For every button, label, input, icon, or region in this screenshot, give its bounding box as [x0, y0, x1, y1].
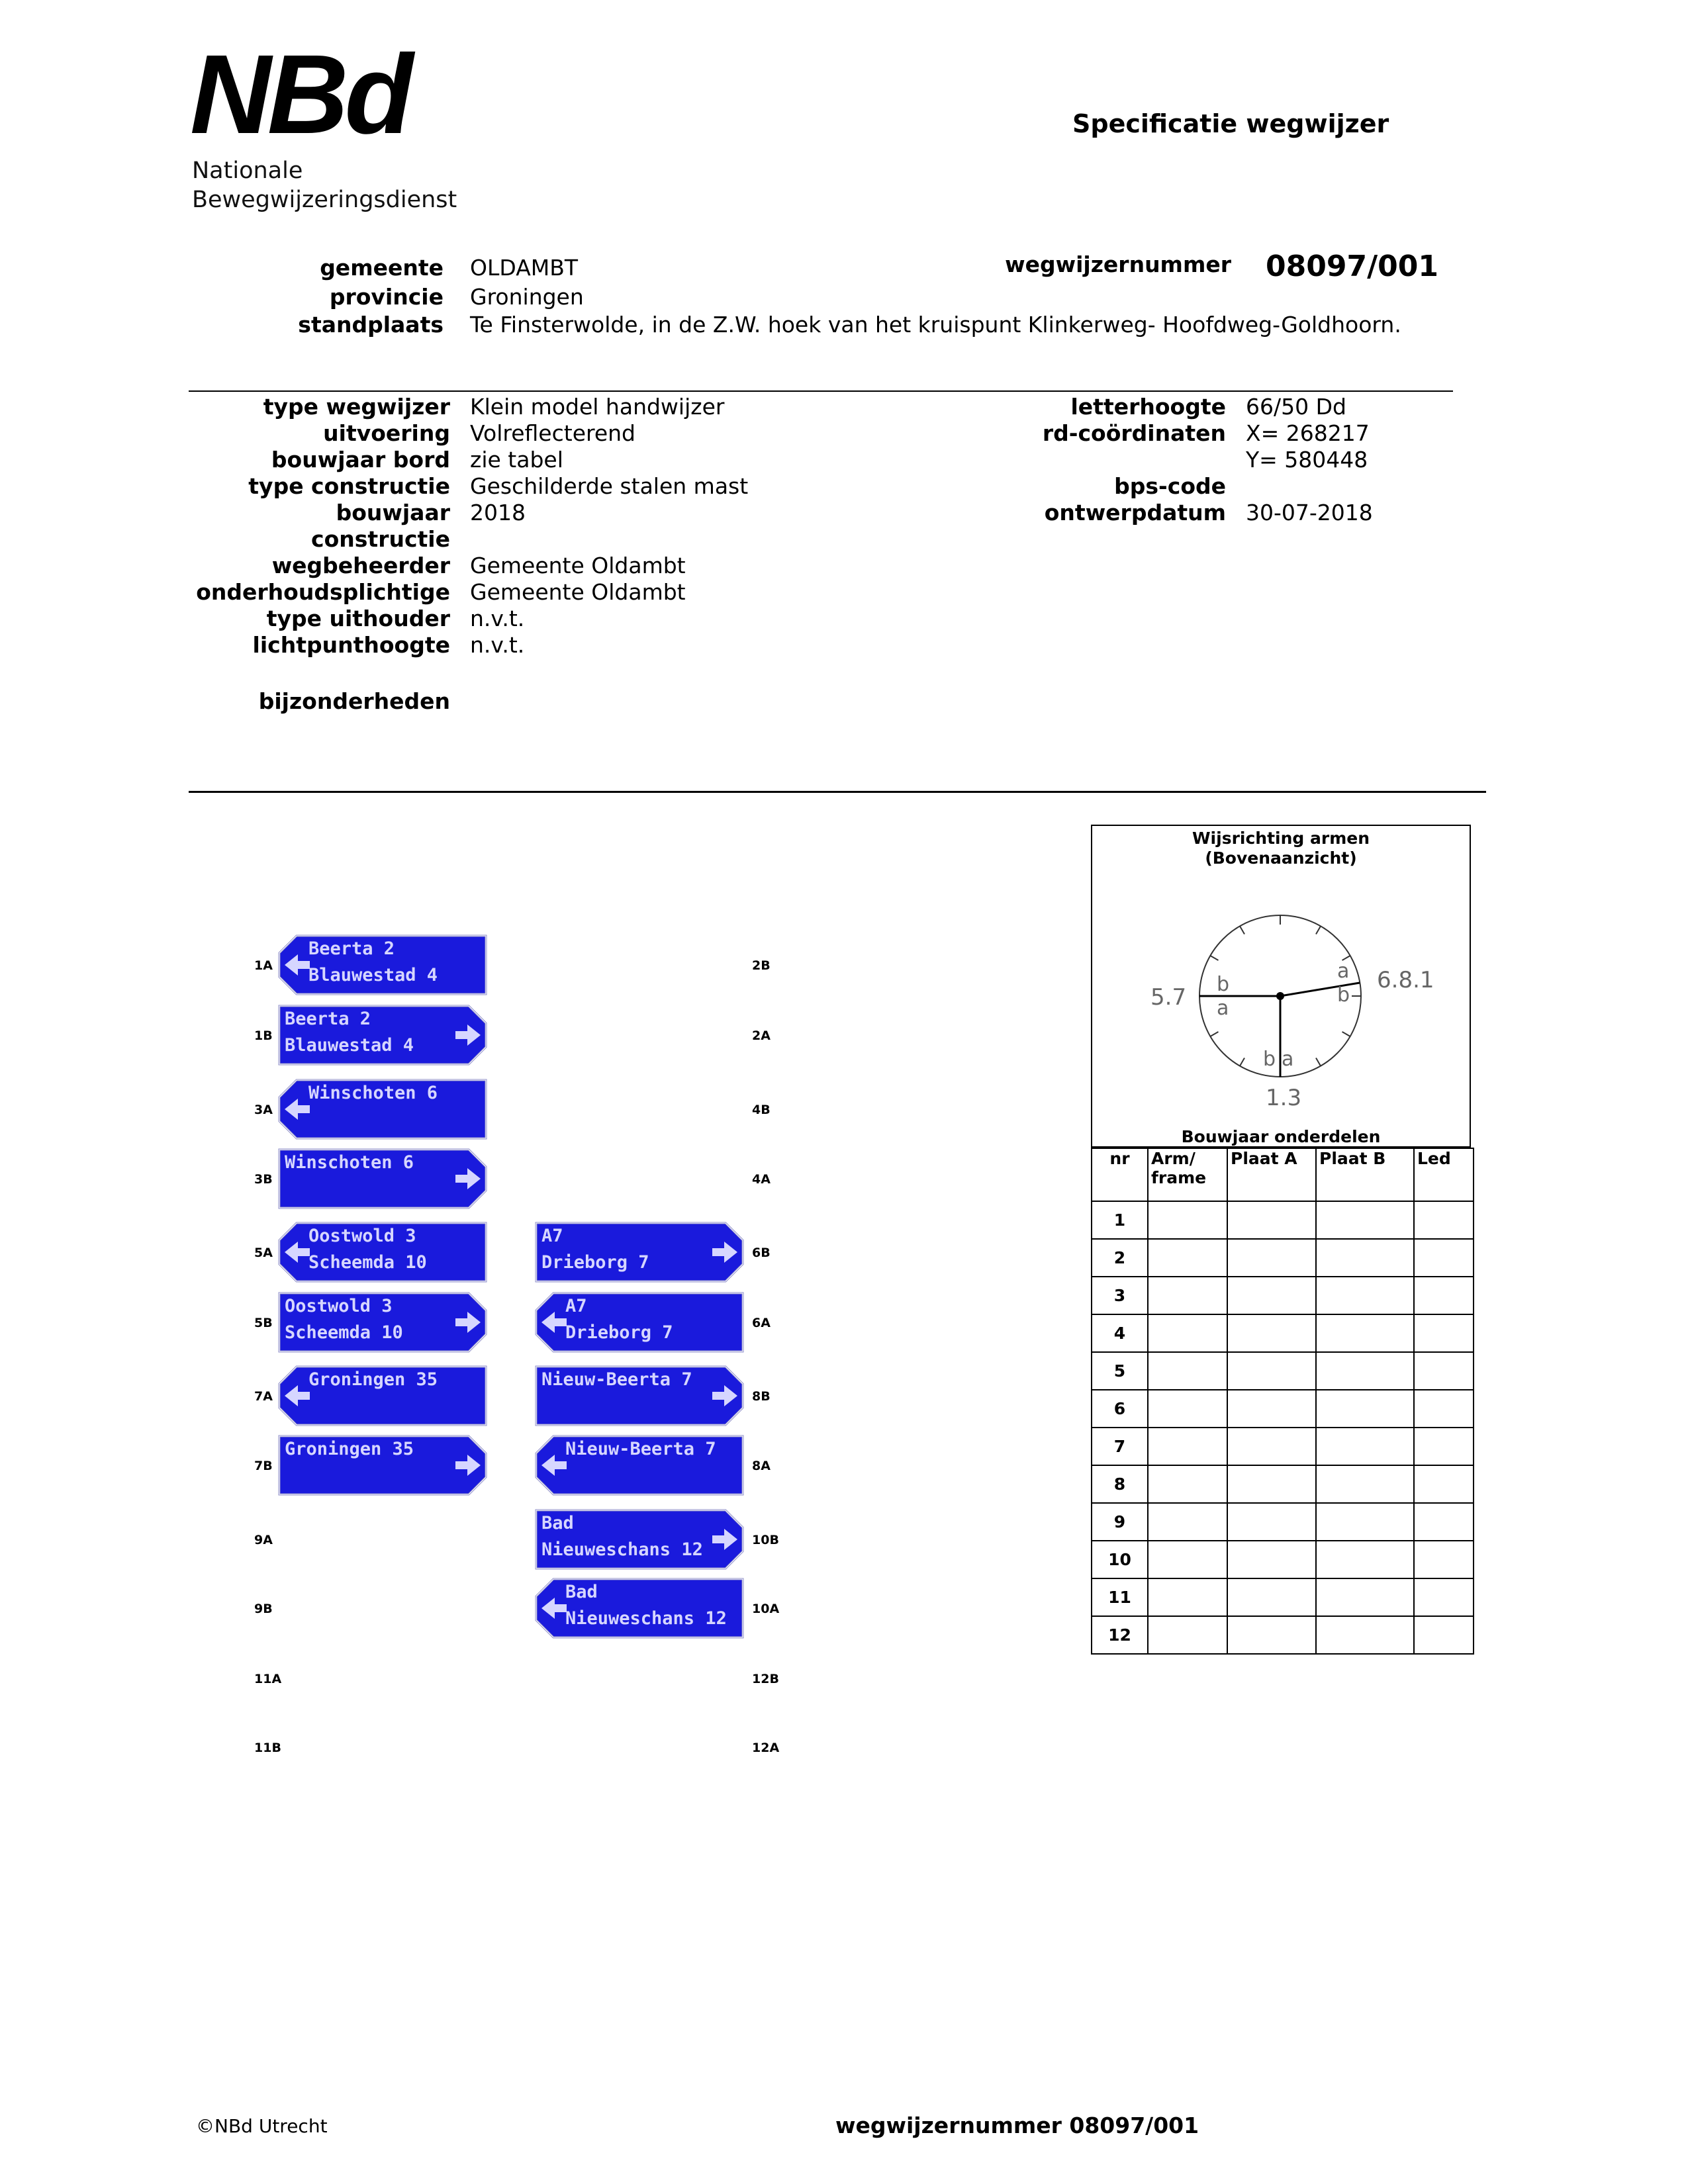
- sign-line1: Nieuw-Beerta 7: [541, 1369, 692, 1390]
- divider-middle: [189, 791, 1486, 793]
- row-nr: 11: [1092, 1578, 1148, 1616]
- slot-label-left: 5A: [254, 1246, 273, 1260]
- bps-code-label: bps-code: [1114, 473, 1226, 499]
- direction-sign: [278, 1079, 487, 1140]
- sign-line2: Scheemda 10: [308, 1252, 427, 1273]
- bouwjaar-table: [1091, 1148, 1474, 1655]
- sign-line1: Groningen 35: [308, 1369, 438, 1390]
- spec-label: type constructie: [248, 473, 450, 499]
- table-row: [1092, 1277, 1474, 1314]
- direction-sign: [278, 1292, 487, 1353]
- sign-line2: Drieborg 7: [541, 1252, 649, 1273]
- footer-wegwijzernummer: wegwijzernummer 08097/001: [835, 2113, 1199, 2138]
- row-cell: [1316, 1239, 1414, 1277]
- slot-label-left: 7A: [254, 1389, 273, 1404]
- row-cell: [1148, 1503, 1227, 1541]
- spec-label: bouwjaar bord: [271, 447, 450, 473]
- slot-label-right: 12A: [752, 1741, 780, 1755]
- slot-label-right: 12B: [752, 1672, 779, 1686]
- row-cell: [1148, 1352, 1227, 1390]
- letterhoogte-value: 66/50 Dd: [1246, 394, 1346, 420]
- row-nr: 4: [1092, 1314, 1148, 1352]
- row-nr: 8: [1092, 1465, 1148, 1503]
- row-cell: [1227, 1314, 1316, 1352]
- table-row: [1092, 1239, 1474, 1277]
- slot-label-right: 6B: [752, 1246, 771, 1260]
- sign-line1: Oostwold 3: [308, 1226, 416, 1246]
- row-cell: [1414, 1390, 1474, 1428]
- slot-label-left: 11B: [254, 1741, 281, 1755]
- sign-line1: Oostwold 3: [285, 1296, 393, 1316]
- table-row: [1092, 1616, 1474, 1654]
- row-cell: [1316, 1428, 1414, 1465]
- letterhoogte-label: letterhoogte: [1070, 394, 1226, 420]
- compass-tick: [1342, 1032, 1350, 1036]
- compass-letter-bottom-left: b: [1263, 1048, 1276, 1071]
- spec-label: wegbeheerder: [271, 553, 450, 578]
- slot-label-right: 4A: [752, 1172, 771, 1187]
- row-cell: [1316, 1390, 1414, 1428]
- th-led: Led: [1414, 1148, 1474, 1201]
- row-nr: 6: [1092, 1390, 1148, 1428]
- sign-line2: Drieborg 7: [565, 1322, 673, 1343]
- compass-label-right: 6.8.1: [1377, 967, 1434, 993]
- slot-label-right: 6A: [752, 1316, 771, 1330]
- table-row: [1092, 1352, 1474, 1390]
- spec-value: n.v.t.: [470, 632, 525, 658]
- table-row: [1092, 1578, 1474, 1616]
- row-cell: [1316, 1616, 1414, 1654]
- sign-line1: Winschoten 6: [308, 1083, 438, 1103]
- sign-line1: Bad: [541, 1513, 574, 1533]
- row-nr: 1: [1092, 1201, 1148, 1239]
- row-cell: [1227, 1239, 1316, 1277]
- rd-coordinaten-label: rd-coördinaten: [1042, 420, 1226, 446]
- spec-label: uitvoering: [323, 420, 450, 446]
- row-cell: [1316, 1503, 1414, 1541]
- compass-tick: [1316, 926, 1321, 934]
- sign-line1: A7: [541, 1226, 563, 1246]
- sign-line1: Winschoten 6: [285, 1152, 414, 1173]
- row-cell: [1414, 1503, 1474, 1541]
- direction-sign: [278, 1005, 487, 1066]
- row-nr: 3: [1092, 1277, 1148, 1314]
- spec-label: type wegwijzer: [263, 394, 450, 420]
- row-cell: [1316, 1352, 1414, 1390]
- compass-tick: [1210, 956, 1218, 960]
- table-row: [1092, 1503, 1474, 1541]
- divider-top: [189, 390, 1453, 392]
- row-cell: [1414, 1465, 1474, 1503]
- slot-label-left: 1B: [254, 1028, 273, 1043]
- spec-value: n.v.t.: [470, 606, 525, 631]
- spec-value: Gemeente Oldambt: [470, 579, 686, 605]
- row-cell: [1148, 1616, 1227, 1654]
- spec-value: zie tabel: [470, 447, 563, 473]
- th-plaat-a: Plaat A: [1227, 1148, 1316, 1201]
- sign-line1: A7: [565, 1296, 587, 1316]
- direction-sign: [535, 1578, 744, 1639]
- rd-y-value: Y= 580448: [1246, 447, 1368, 473]
- row-cell: [1414, 1277, 1474, 1314]
- slot-label-left: 3B: [254, 1172, 273, 1187]
- row-cell: [1316, 1465, 1414, 1503]
- org-name-line2: Bewegwijzeringsdienst: [192, 187, 457, 213]
- gemeente-value: OLDAMBT: [470, 255, 579, 281]
- row-nr: 12: [1092, 1616, 1148, 1654]
- compass-tick: [1316, 1058, 1321, 1066]
- wegwijzernummer-value: 08097/001: [1266, 250, 1438, 283]
- row-cell: [1227, 1616, 1316, 1654]
- direction-sign: [535, 1292, 744, 1353]
- row-cell: [1227, 1465, 1316, 1503]
- slot-label-left: 9B: [254, 1602, 273, 1616]
- standplaats-label: standplaats: [298, 312, 444, 338]
- row-cell: [1227, 1390, 1316, 1428]
- row-cell: [1148, 1390, 1227, 1428]
- row-cell: [1414, 1352, 1474, 1390]
- document-title: Specificatie wegwijzer: [1072, 109, 1389, 138]
- row-cell: [1148, 1201, 1227, 1239]
- sign-line2: Blauwestad 4: [308, 965, 438, 985]
- compass-tick: [1240, 1058, 1244, 1066]
- table-row: [1092, 1541, 1474, 1578]
- row-nr: 5: [1092, 1352, 1148, 1390]
- slot-label-right: 10B: [752, 1533, 779, 1547]
- spec-label-continued: constructie: [311, 526, 450, 552]
- slot-label-right: 8A: [752, 1459, 771, 1473]
- row-cell: [1414, 1541, 1474, 1578]
- gemeente-label: gemeente: [320, 255, 444, 281]
- row-cell: [1148, 1314, 1227, 1352]
- row-cell: [1316, 1201, 1414, 1239]
- bouwjaar-title: Bouwjaar onderdelen: [1181, 1127, 1381, 1146]
- row-cell: [1227, 1541, 1316, 1578]
- spec-label: lichtpunthoogte: [252, 632, 450, 658]
- direction-sign: [535, 1365, 744, 1426]
- th-nr: nr: [1092, 1148, 1148, 1201]
- row-cell: [1227, 1503, 1316, 1541]
- table-row: [1092, 1314, 1474, 1352]
- compass-tick: [1210, 1032, 1218, 1036]
- provincie-value: Groningen: [470, 284, 584, 310]
- compass-letter-left-top: b: [1217, 973, 1230, 996]
- ontwerpdatum-value: 30-07-2018: [1246, 500, 1373, 525]
- spec-value: 2018: [470, 500, 526, 525]
- compass-label-bottom: 1.3: [1266, 1085, 1302, 1111]
- wijsrichting-title: Wijsrichting armen: [1192, 829, 1370, 848]
- compass-letter-left-bottom: a: [1217, 997, 1229, 1020]
- row-nr: 9: [1092, 1503, 1148, 1541]
- slot-label-left: 1A: [254, 958, 273, 973]
- row-cell: [1227, 1428, 1316, 1465]
- table-row: [1092, 1465, 1474, 1503]
- table-row: [1092, 1390, 1474, 1428]
- row-nr: 2: [1092, 1239, 1148, 1277]
- spec-value: Volreflecterend: [470, 420, 635, 446]
- direction-sign: [278, 934, 487, 995]
- sign-line2: Nieuweschans 12: [541, 1539, 703, 1560]
- direction-sign: [535, 1435, 744, 1496]
- slot-label-right: 10A: [752, 1602, 780, 1616]
- sign-line2: Nieuweschans 12: [565, 1608, 727, 1629]
- wijsrichting-subtitle: (Bovenaanzicht): [1205, 848, 1357, 868]
- standplaats-value: Te Finsterwolde, in de Z.W. hoek van het kruispunt Klinkerweg- Hoofdweg-Goldhoorn.: [470, 312, 1401, 338]
- row-cell: [1227, 1352, 1316, 1390]
- row-cell: [1414, 1428, 1474, 1465]
- row-cell: [1414, 1239, 1474, 1277]
- direction-sign: [278, 1222, 487, 1283]
- sign-line2: Scheemda 10: [285, 1322, 403, 1343]
- slot-label-left: 3A: [254, 1103, 273, 1117]
- sign-line1: Groningen 35: [285, 1439, 414, 1459]
- slot-label-right: 4B: [752, 1103, 771, 1117]
- compass-tick: [1240, 926, 1244, 934]
- direction-sign: [278, 1435, 487, 1496]
- row-cell: [1148, 1277, 1227, 1314]
- sign-line1: Beerta 2: [308, 938, 395, 959]
- row-cell: [1414, 1616, 1474, 1654]
- spec-label: bouwjaar: [336, 500, 450, 525]
- spec-label: type uithouder: [266, 606, 450, 631]
- slot-label-right: 8B: [752, 1389, 771, 1404]
- row-nr: 7: [1092, 1428, 1148, 1465]
- row-cell: [1316, 1277, 1414, 1314]
- direction-sign: [535, 1222, 744, 1283]
- row-nr: 10: [1092, 1541, 1148, 1578]
- row-cell: [1227, 1277, 1316, 1314]
- table-row: [1092, 1428, 1474, 1465]
- spec-value: Gemeente Oldambt: [470, 553, 686, 578]
- compass-center: [1276, 992, 1284, 1000]
- sign-line1: Beerta 2: [285, 1009, 371, 1029]
- table-row: [1092, 1201, 1474, 1239]
- th-arm-frame: Arm/ frame: [1148, 1148, 1227, 1201]
- compass-letter-bottom-right: a: [1282, 1048, 1294, 1071]
- row-cell: [1148, 1428, 1227, 1465]
- compass-label-left: 5.7: [1150, 984, 1187, 1011]
- slot-label-right: 2B: [752, 958, 771, 973]
- wegwijzernummer-label: wegwijzernummer: [1005, 251, 1231, 277]
- row-cell: [1414, 1201, 1474, 1239]
- slot-label-left: 9A: [254, 1533, 273, 1547]
- footer-copyright: ©NBd Utrecht: [196, 2115, 328, 2137]
- direction-sign: [278, 1365, 487, 1426]
- row-cell: [1148, 1465, 1227, 1503]
- sign-line2: Blauwestad 4: [285, 1035, 414, 1056]
- slot-label-right: 2A: [752, 1028, 771, 1043]
- spec-value: Klein model handwijzer: [470, 394, 725, 420]
- slot-label-left: 11A: [254, 1672, 282, 1686]
- org-name-line1: Nationale: [192, 158, 303, 184]
- row-cell: [1316, 1314, 1414, 1352]
- ontwerpdatum-label: ontwerpdatum: [1044, 500, 1226, 525]
- wijsrichting-box: [1091, 825, 1471, 1148]
- slot-label-left: 7B: [254, 1459, 273, 1473]
- row-cell: [1148, 1239, 1227, 1277]
- sign-line1: Bad: [565, 1582, 598, 1602]
- row-cell: [1414, 1578, 1474, 1616]
- direction-sign: [535, 1509, 744, 1570]
- row-cell: [1316, 1541, 1414, 1578]
- sign-line1: Nieuw-Beerta 7: [565, 1439, 716, 1459]
- compass-letter-right-top: a: [1337, 960, 1350, 983]
- row-cell: [1414, 1314, 1474, 1352]
- rd-x-value: X= 268217: [1246, 420, 1370, 446]
- row-cell: [1227, 1578, 1316, 1616]
- row-cell: [1227, 1201, 1316, 1239]
- compass-letter-right-bottom: b: [1337, 983, 1350, 1007]
- bijzonderheden-label: bijzonderheden: [258, 688, 450, 714]
- th-plaat-b: Plaat B: [1316, 1148, 1414, 1201]
- nbd-logo: NBd: [190, 32, 410, 158]
- direction-sign: [278, 1148, 487, 1209]
- spec-value: Geschilderde stalen mast: [470, 473, 749, 499]
- row-cell: [1148, 1578, 1227, 1616]
- slot-label-left: 5B: [254, 1316, 273, 1330]
- compass-diagram: [1092, 826, 1470, 1146]
- spec-label: onderhoudsplichtige: [196, 579, 450, 605]
- row-cell: [1148, 1541, 1227, 1578]
- provincie-label: provincie: [329, 284, 444, 310]
- row-cell: [1316, 1578, 1414, 1616]
